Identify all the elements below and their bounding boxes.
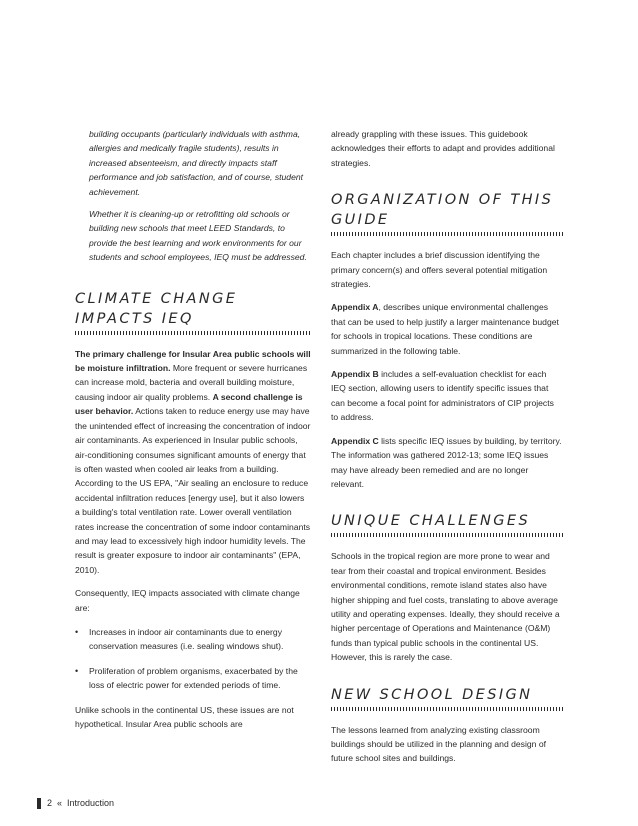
appendix-c-label: Appendix C — [331, 435, 379, 446]
appendix-c-text: lists specific IEQ issues by building, by territory. The information was gathered 2012-13; some IEQ issues may have already been remedied and are no longer relevant. — [331, 435, 562, 489]
right-column — [331, 127, 563, 766]
user-behavior-text: Actions taken to reduce energy use may have the unintended effect of increasing the concentration of indoor air contaminants. As experienced in Insular public schools, air-conditioning consumes significant amounts of energy that is often wasted when cooled air leaks from a building. According to the US EPA, "Air sealing an enclosure to reduce accidental infiltration reduces [energy use], but it also lowers a building's total ventilation rate. Lower overall ventilation rates increase the concentration of some indoor contaminants and may lead to excessively high indoor humidity levels. The result is greater exposure to indoor air contaminants" (EPA, 2010). — [75, 406, 311, 575]
heading-rule — [75, 331, 311, 335]
climate-paragraph — [75, 347, 311, 578]
impacts-list — [75, 625, 311, 693]
footer-separator: « — [57, 798, 63, 808]
bullet-icon: • — [75, 665, 79, 676]
unique-challenges-paragraph: Schools in the tropical region are more prone to wear and tear from their coastal and tropical environment. Besides environmental conditions, remote island states also have higher shipping and fuel costs, translating to above average utility and operating expenses. Ideally, they should receive a higher percentage of Operations and Maintenance (O&M) funds than typical public schools in the continental US. However, this is rarely the case. — [331, 551, 560, 663]
new-school-design-paragraph: The lessons learned from analyzing existing classroom buildings should be utilized in the planning and design of future school sites and buildings. — [331, 724, 547, 764]
new-school-design-section — [331, 685, 563, 766]
appendix-b-label: Appendix B — [331, 369, 379, 380]
climate-change-heading: CLIMATE CHANGE IMPACTS IEQ — [75, 290, 238, 327]
intro-paragraph: already grappling with these issues. This guidebook acknowledges their efforts to adapt and provides additional strategies. — [331, 129, 555, 168]
appendix-c-paragraph — [331, 434, 563, 492]
unlike-schools-paragraph: Unlike schools in the continental US, these issues are not hypothetical. Insular Area public schools are — [75, 704, 294, 729]
heading-rule — [331, 232, 563, 236]
list-item-text: Increases in indoor air contaminants due to energy conservation measures (i.e. sealing windows shut). — [89, 626, 284, 652]
appendix-a-text: , describes unique environmental challenges that can be used to help justify a larger maintenance budget for schools in tropical locations. These conditions are summarized in the following table. — [331, 302, 559, 356]
page-number: 2 — [47, 798, 53, 808]
list-item-text: Proliferation of problem organisms, exacerbated by the loss of electric power for extended periods of time. — [89, 665, 298, 691]
footer-bar-icon — [37, 798, 41, 809]
appendix-a-paragraph — [331, 300, 563, 358]
heading-rule — [331, 533, 563, 537]
consequently-paragraph: Consequently, IEQ impacts associated with climate change are: — [75, 588, 300, 613]
organization-section — [331, 190, 563, 491]
moisture-text: More frequent or severe hurricanes can increase mold, bacteria and overall building moisture, causing indoor air quality problems. — [75, 363, 308, 402]
unique-challenges-section — [331, 511, 563, 664]
list-item — [75, 664, 311, 693]
organization-heading: ORGANIZATION OF THIS GUIDE — [331, 192, 554, 229]
quote-paragraph-1: building occupants (particularly individuals with asthma, allergies and medically fragile students), results in increased absenteeism, and directly impacts staff performance and job satisfaction, and of course, student achievement. — [89, 129, 304, 197]
list-item — [75, 625, 311, 654]
new-school-design-heading: NEW SCHOOL DESIGN — [331, 686, 533, 703]
appendix-b-paragraph — [331, 367, 563, 425]
second-challenge-text: A second challenge is user behavior. — [75, 391, 303, 417]
left-column — [75, 127, 311, 731]
bullet-icon: • — [75, 626, 79, 637]
appendix-b-text: includes a self-evaluation checklist for each IEQ section, allowing users to identify specific issues that can become a focal point for administrators of CIP projects to address. — [331, 369, 554, 423]
climate-section — [75, 289, 311, 732]
organization-paragraph: Each chapter includes a brief discussion identifying the primary concern(s) and offers several potential mitigation strategies. — [331, 250, 548, 290]
primary-challenge-text: The primary challenge for Insular Area public schools will be moisture infiltration. — [75, 348, 311, 374]
page-footer — [37, 797, 119, 809]
footer-section-title: Introduction — [67, 798, 115, 808]
unique-challenges-heading: UNIQUE CHALLENGES — [331, 513, 531, 530]
appendix-a-label: Appendix A — [331, 302, 379, 313]
quote-paragraph-2: Whether it is cleaning-up or retrofitting old schools or building new schools that meet LEED Standards, to provide the best learning and work environments for our students and school employees, IEQ must be addressed. — [89, 209, 307, 263]
heading-rule — [331, 707, 563, 711]
